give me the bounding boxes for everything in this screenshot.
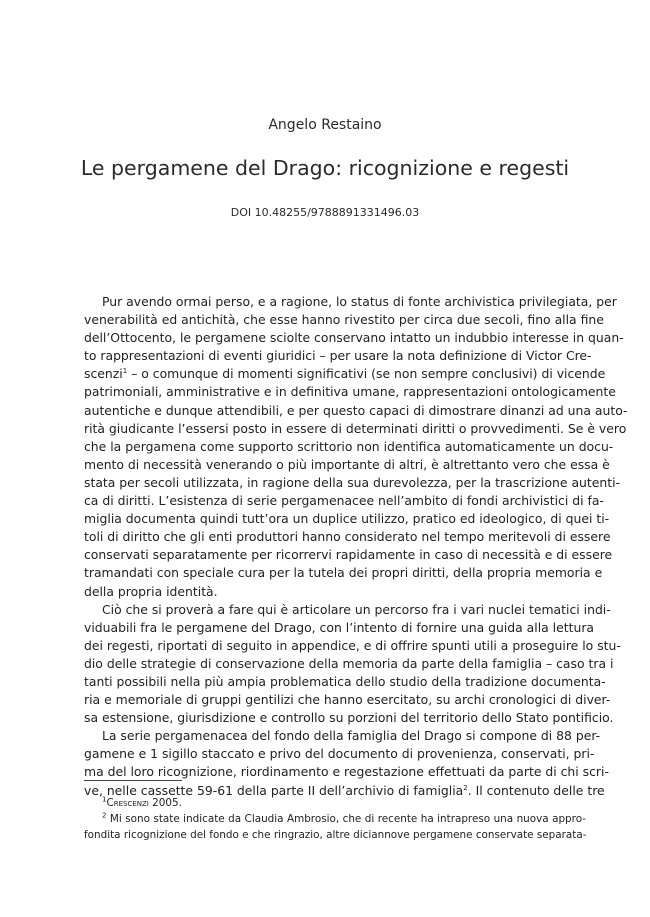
text-line: conservati separatamente per ricorrervi rapidamente in caso di necessità e di essere (84, 547, 613, 563)
text-line: ria e memoriale di gruppi gentilizi che hanno esercitato, su archi cronologici di diver- (84, 692, 611, 708)
text-line: ma del loro ricognizione, riordinamento e regestazione effettuati da parte di chi scri- (84, 764, 609, 780)
text-line: ve, nelle cassette 59-61 della parte II dell’archivio di famiglia$^2$. Il contenuto delle tre (84, 782, 605, 798)
text-line: miglia documenta quindi tutt’ora un duplice utilizzo, pratico ed ideologico, di quei ti- (84, 511, 610, 527)
text-line: sa estensione, giurisdizione e controllo su porzioni del territorio dello Stato pontificio. (84, 710, 614, 726)
text-line: dio delle strategie di conservazione della memoria da parte della famiglia – caso tra i (84, 655, 614, 671)
body-text (84, 293, 628, 800)
text-line: dell’Ottocento, le pergamene sciolte conservano intatto un indubbio interesse in quan- (84, 330, 624, 346)
text-line: La serie pergamenacea del fondo della famiglia del Drago si compone di 88 per- (102, 728, 601, 744)
chapter-title: Le pergamene del Drago: ricognizione e regesti (80, 156, 570, 180)
text-line: venerabilità ed antichità, che esse hanno rivestito per circa due secoli, fino alla fine (84, 312, 604, 328)
text-line: viduabili fra le pergamene del Drago, con l’intento di fornire una guida alla lettura (84, 619, 595, 635)
text-line: tanti possibili nella più ampia problematica dello studio della tradizione documenta- (84, 673, 606, 689)
footnote-number: 1 (102, 795, 107, 804)
footnote: $^2$ Mi sono state indicate da Claudia Ambrosio, che di recente ha intrapreso una nuova appro- (102, 811, 586, 825)
text-line: scenzi$^1$ – o comunque di momenti significativi (se non sempre conclusivi) di vicende (84, 366, 606, 382)
text-line: autentiche e dunque attendibili, e per questo capaci di dimostrare dinanzi ad una auto- (84, 402, 628, 418)
text-line: rità giudicante l’essersi posto in essere di determinati diritti o provvedimenti. Se è vero (84, 420, 627, 436)
footnote: fondita ricognizione del fondo e che ringrazio, altre diciannove pergamene conservate separata- (84, 829, 587, 841)
text-line: che la pergamena come supporto scrittorio non identifica automaticamente un docu- (84, 438, 614, 454)
text-line: tramandati con speciale cura per la tutela dei propri diritti, della propria memoria e (84, 565, 603, 581)
text-line: ca di diritti. L’esistenza di serie pergamenacee nell’ambito di fondi archivistici di fa- (84, 493, 604, 509)
text-line: dei regesti, riportati di seguito in appendice, e di offrire spunti utili a proseguire lo stu- (84, 637, 621, 653)
text-line: mento di necessità venerando o più importante di altri, è altrettanto vero che essa è (84, 456, 610, 472)
text-line: gamene e 1 sigillo staccato e privo del documento di provenienza, conservati, pri- (84, 746, 595, 762)
text-line: stata per secoli utilizzata, in ragione della sua durevolezza, per la trascrizione autenti- (84, 474, 621, 490)
text-line: della propria identità. (84, 583, 218, 599)
text-line: patrimoniali, amministrative e in definitiva umane, rappresentazioni ontologicamente (84, 384, 616, 400)
footnote-ref: 2 (463, 783, 468, 792)
footnote-ref: 1 (122, 367, 128, 376)
text-line: toli di diritto che gli enti produttori hanno considerato nel tempo meritevoli di essere (84, 529, 611, 545)
text-line: Ciò che si proverà a fare qui è articolare un percorso fra i vari nuclei tematici indi- (102, 601, 611, 617)
author-name: Angelo Restaino (268, 117, 382, 133)
doi-line: DOI 10.48255/9788891331496.03 (230, 206, 420, 219)
text-line: to rappresentazioni di eventi giuridici – per usare la nota definizione di Victor Cre- (84, 348, 592, 364)
footnotes (84, 795, 586, 843)
footnote-number: 2 (102, 811, 107, 820)
footnote-divider (84, 780, 182, 781)
text-line: Pur avendo ormai perso, e a ragione, lo status di fonte archivistica privilegiata, per (102, 294, 617, 309)
footnote: $^1$Crescenzi 2005. (102, 795, 182, 809)
